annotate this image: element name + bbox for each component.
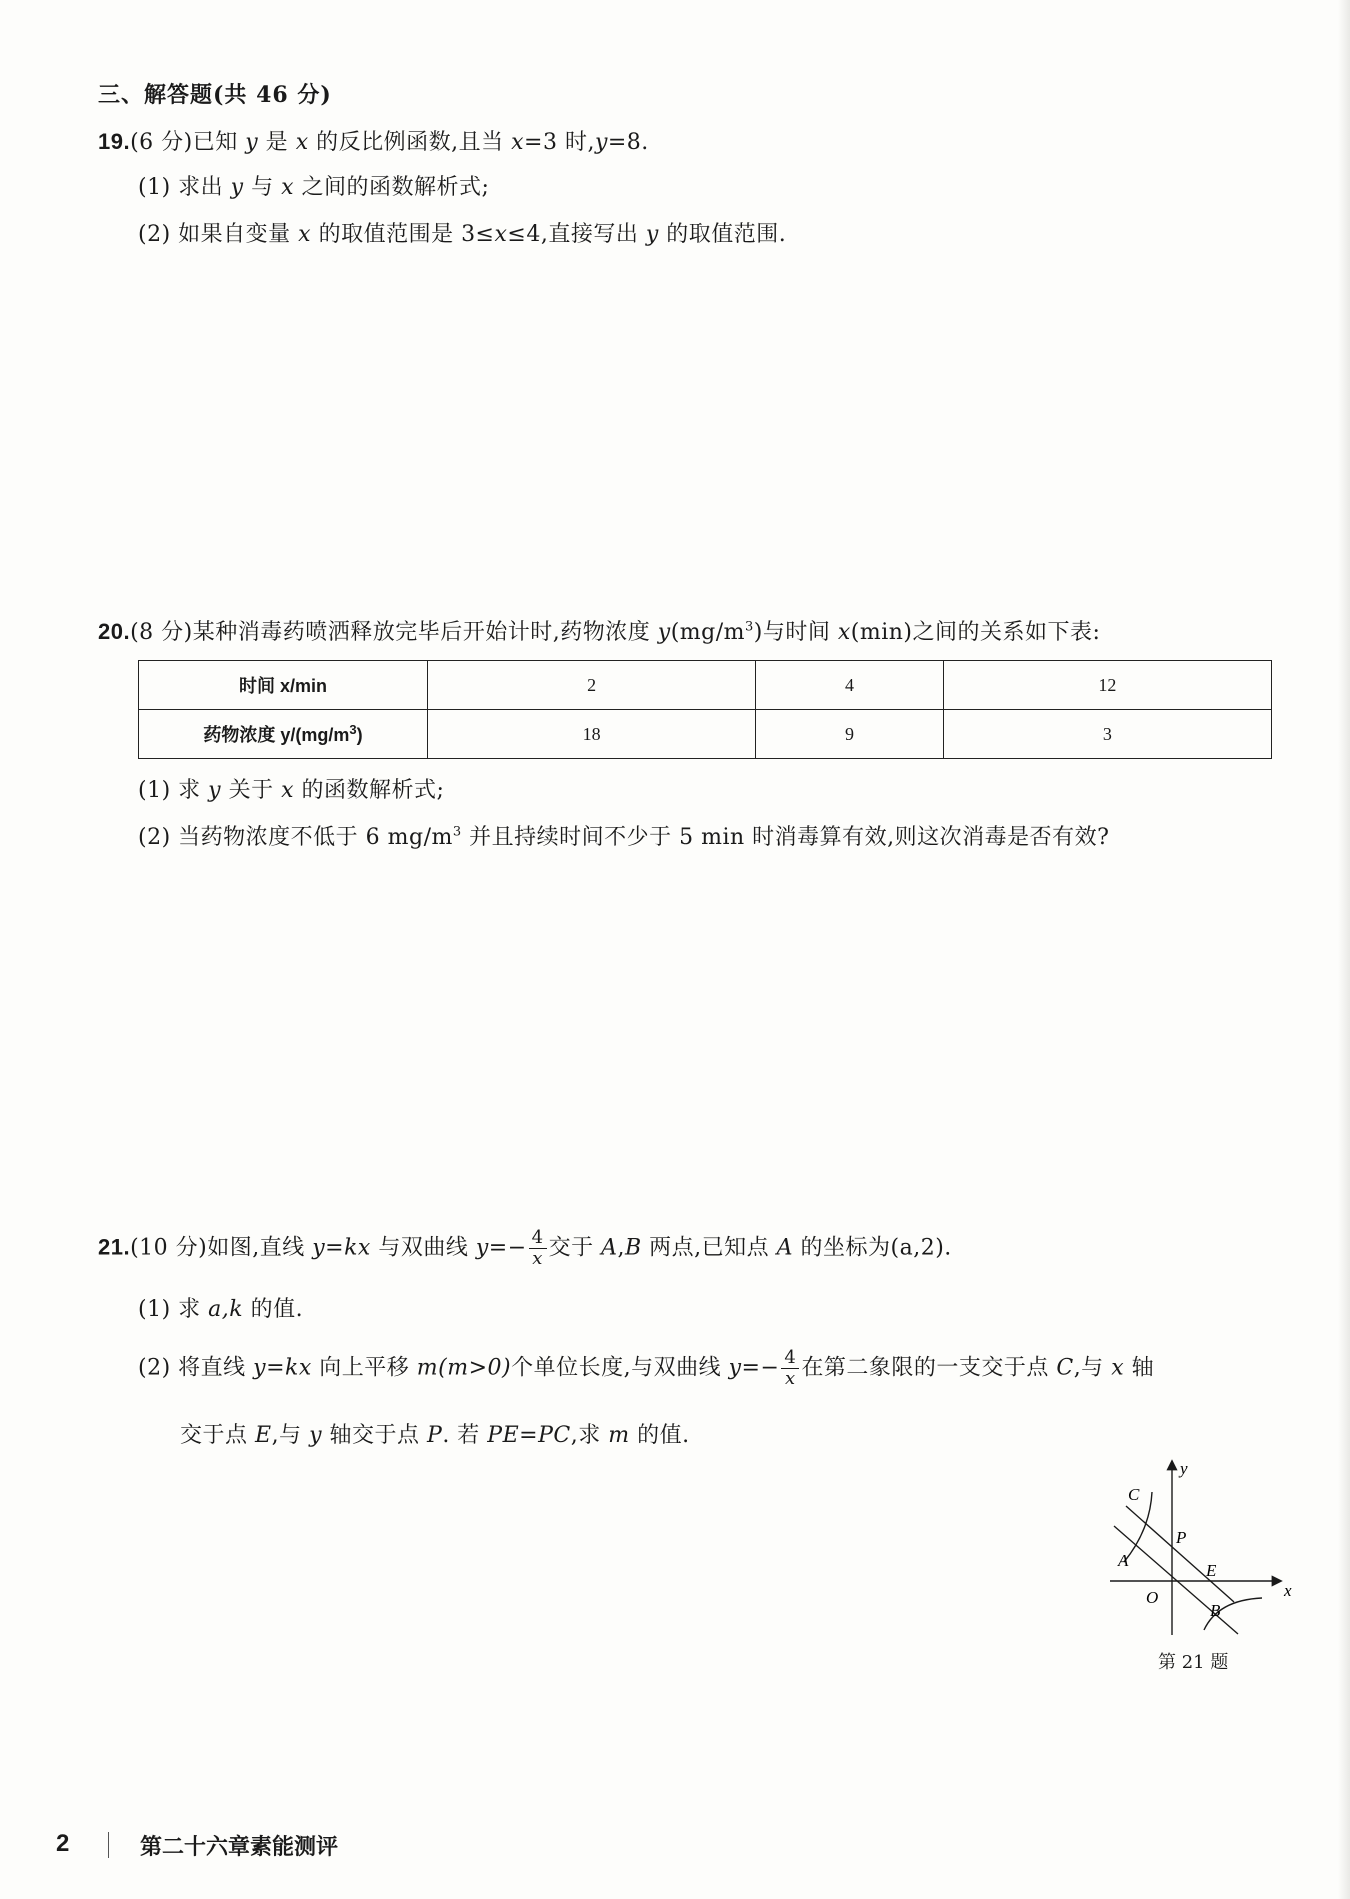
footer-title: 第二十六章素能测评 [140,1835,339,1860]
page-number: 2 [56,1830,70,1857]
table-cell: 2 [428,661,756,710]
q20-stem: 20.(8 分)某种消毒药喷洒释放完毕后开始计时,药物浓度 $y(mg/m^3)$与时间 x(min)之间的关系如下表: [98,619,1101,645]
q20-part2: (2) 当药物浓度不低于 6 $mg/m^3$ 并且持续时间不少于 5 min 时消毒算有效,则这次消毒是否有效? [138,824,1110,850]
label-B: B [1210,1601,1221,1620]
table-cell: 4 [756,661,944,710]
q20-part1: (1) 求 y 关于 x 的函数解析式; [138,778,445,803]
q19-part2: (2) 如果自变量 x 的取值范围是 3≤x≤4,直接写出 y 的取值范围. [138,222,787,247]
table-cell: 9 [756,710,944,759]
q21-part2: (2) 将直线 y=kx 向上平移 m(m>0)个单位长度,与双曲线 y=− $\frac{4}{x}$ 在第二象限的一支交于点 C,与 x 轴 [138,1347,1155,1389]
table-cell: 18 [428,710,756,759]
footer-divider [108,1832,109,1858]
table-cell: 12 [943,661,1271,710]
q21-number: 21. [98,1234,131,1260]
page-edge [1338,0,1350,1899]
section-title: 三、解答题(共 46 分) [98,82,332,108]
label-P: P [1176,1528,1187,1547]
table-cell: 3 [943,710,1271,759]
fraction: $\frac{4}{x}$ [529,1228,547,1269]
q21-figure [1100,1450,1300,1635]
label-C: C [1128,1485,1140,1504]
data-table [138,660,1272,759]
q21-part1: (1) 求 a,k 的值. [138,1297,304,1322]
label-x: x [1284,1581,1292,1600]
label-O: O [1146,1588,1159,1607]
q19-number: 19. [98,129,131,154]
line-shifted [1126,1506,1234,1602]
label-A: A [1118,1551,1129,1570]
q19-part1: (1) 求出 y 与 x 之间的函数解析式; [138,175,490,200]
label-E: E [1206,1561,1217,1580]
label-y: y [1180,1459,1188,1478]
fraction: $\frac{4}{x}$ [781,1348,799,1389]
table-row-head: 时间 x/min [139,661,428,710]
table-row [139,710,1272,759]
q19-stem: 19.(6 分)已知 y 是 x 的反比例函数,且当 x=3 时,y=8. [98,129,649,155]
q20-number: 20. [98,619,131,644]
table-row [139,661,1272,710]
q21-stem: 21.(10 分)如图,直线 y=kx 与双曲线 y=− $\frac{4}{x}$ 交于 A,B 两点,已知点 A 的坐标为(a,2). [98,1227,952,1269]
figure-caption: 第 21 题 [1158,1652,1229,1673]
q21-part2-cont: 交于点 E,与 y 轴交于点 P. 若 PE=PC,求 m 的值. [180,1423,690,1448]
table-row-head: 药物浓度 $y/(mg/m^3)$ [139,710,428,759]
